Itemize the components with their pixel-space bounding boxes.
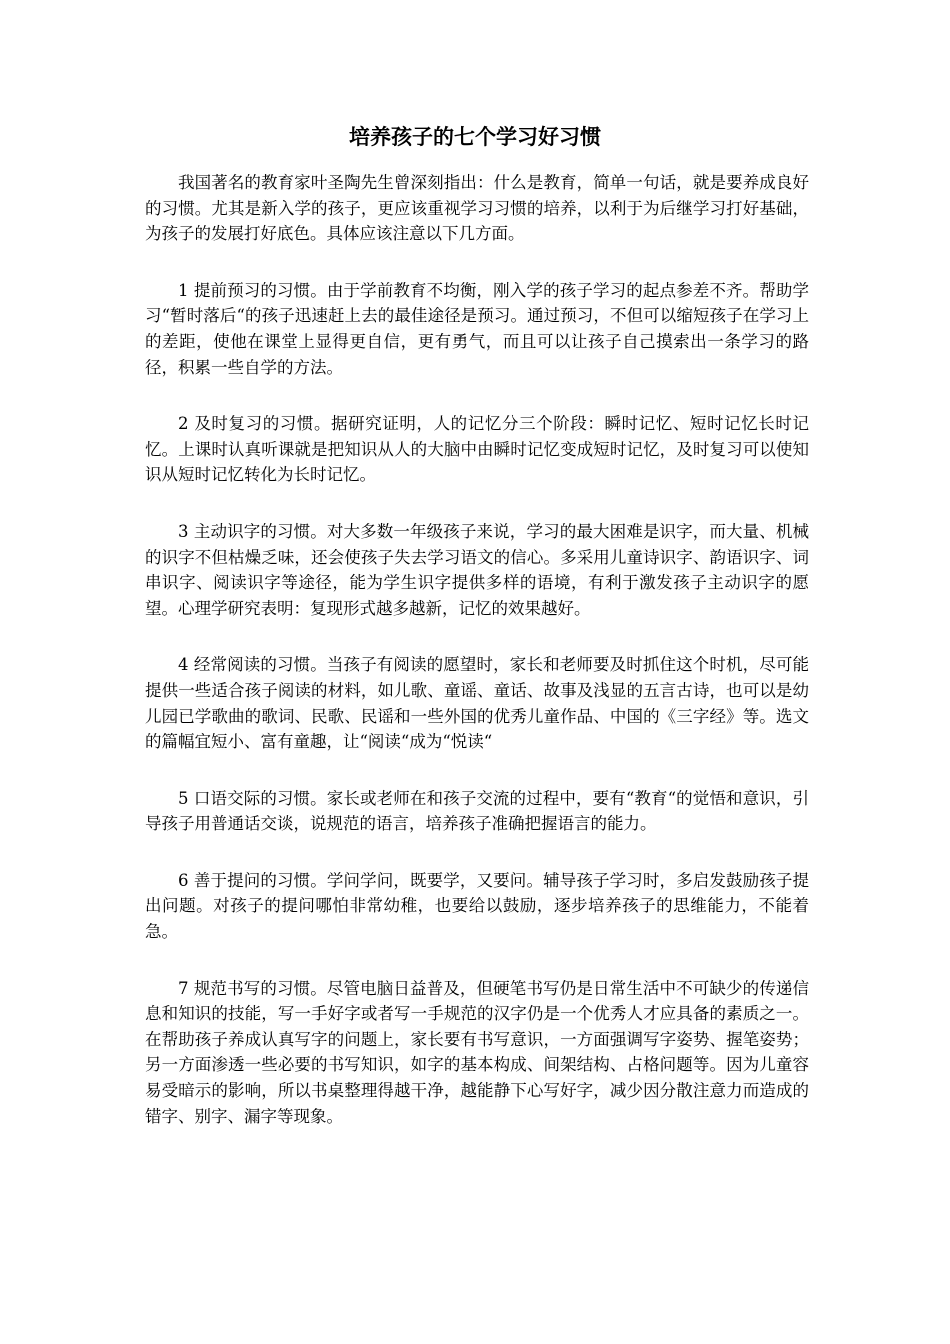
paragraph-habit-5: 5 口语交际的习惯。家长或老师在和孩子交流的过程中，要有“教育“的觉悟和意识，引导孩子用普通话交谈，说规范的语言，培养孩子准确把握语言的能力。 — [145, 788, 809, 834]
paragraph-habit-6: 6 善于提问的习惯。学问学问，既要学，又要问。辅导孩子学习时，多启发鼓励孩子提出问题。对孩子的提问哪怕非常幼稚，也要给以鼓励，逐步培养孩子的思维能力，不能着急。 — [145, 870, 809, 942]
paragraph-habit-3: 3 主动识字的习惯。对大多数一年级孩子来说，学习的最大困难是识字，而大量、机械的识字不但枯燥乏味，还会使孩子失去学习语文的信心。多采用儿童诗识字、韵语识字、词串识字、阅读识字等途径，能为学生识字提供多样的语境，有利于激发孩子主动识字的愿望。心理学研究表明：复现形式越多越新，记忆的效果越好。 — [145, 521, 809, 618]
paragraph-habit-4: 4 经常阅读的习惯。当孩子有阅读的愿望时，家长和老师要及时抓住这个时机，尽可能提供一些适合孩子阅读的材料，如儿歌、童谣、童话、故事及浅显的五言古诗，也可以是幼儿园已学歌曲的歌词、民歌、民谣和一些外国的优秀儿童作品、中国的《三字经》等。选文的篇幅宜短小、富有童趣，让“阅读“成为“悦读“ — [145, 655, 809, 752]
paragraph-habit-2: 2 及时复习的习惯。据研究证明，人的记忆分三个阶段：瞬时记忆、短时记忆长时记忆。上课时认真听课就是把知识从人的大脑中由瞬时记忆变成短时记忆，及时复习可以使知识从短时记忆转化为长时记忆。 — [145, 414, 809, 485]
document-title: 培养孩子的七个学习好习惯 — [349, 124, 601, 149]
paragraph-habit-7: 7 规范书写的习惯。尽管电脑日益普及，但硬笔书写仍是日常生活中不可缺少的传递信息和知识的技能，写一手好字或者写一手规范的汉字仍是一个优秀人才应具备的素质之一。在帮助孩子养成认真写字的问题上，家长要有书写意识，一方面强调写字姿势、握笔姿势；另一方面渗透一些必要的书写知识，如字的基本构成、间架结构、占格问题等。因为儿童容易受暗示的影响，所以书桌整理得越干净，越能静下心写好字，减少因分散注意力而造成的错字、别字、漏字等现象。 — [145, 978, 809, 1126]
document-body — [145, 170, 809, 1160]
paragraph-habit-1: 1 提前预习的习惯。由于学前教育不均衡，刚入学的孩子学习的起点参差不齐。帮助学习“暂时落后“的孩子迅速赶上去的最佳途径是预习。通过预习，不但可以缩短孩子在学习上的差距，使他在课堂上显得更自信，更有勇气，而且可以让孩子自己摸索出一条学习的路径，积累一些自学的方法。 — [145, 280, 809, 377]
paragraph-intro: 我国著名的教育家叶圣陶先生曾深刻指出：什么是教育，简单一句话，就是要养成良好的习惯。尤其是新入学的孩子，更应该重视学习习惯的培养，以利于为后继学习打好基础，为孩子的发展打好底色。具体应该注意以下几方面。 — [145, 173, 809, 244]
